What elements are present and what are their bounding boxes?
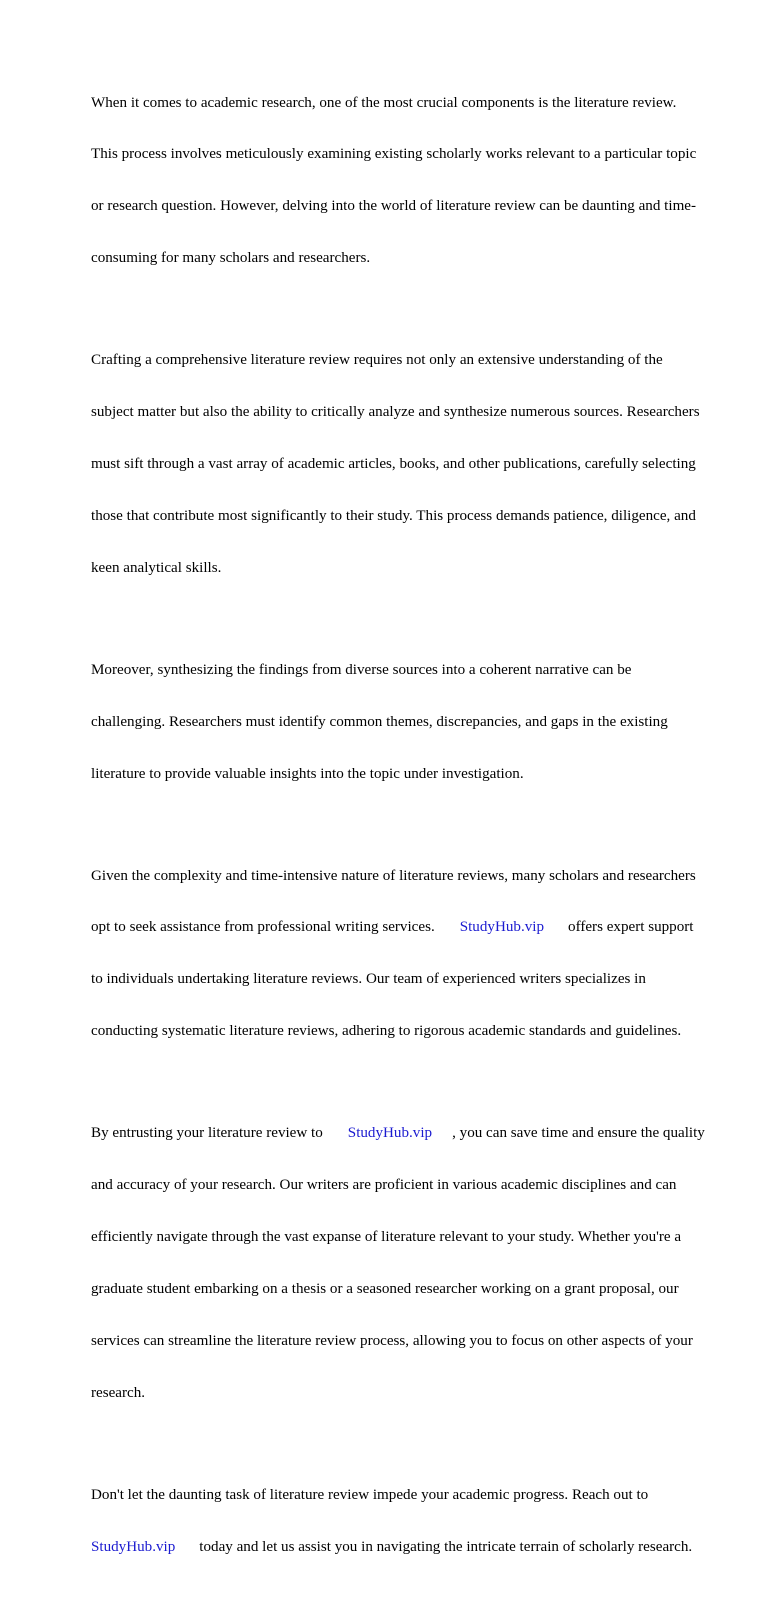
paragraph-2-line-4: those that contribute most significantly to their study. This process demands patience, diligence, and [91, 507, 696, 524]
paragraph-4-line-2-text-before: opt to seek assistance from professional writing services. [91, 919, 435, 936]
paragraph-1-line-3: or research question. However, delving into the world of literature review can be daunting and time- [91, 198, 697, 215]
paragraph-6-line-2-text-after: today and let us assist you in navigating the intricate terrain of scholarly research. [199, 1538, 693, 1555]
paragraph-2-line-2: subject matter but also the ability to critically analyze and synthesize numerous sources. Researchers [91, 404, 700, 421]
paragraph-5-line-1-text-before: By entrusting your literature review to [91, 1125, 323, 1142]
paragraph-2-line-3: must sift through a vast array of academic articles, books, and other publications, carefully selecting [91, 456, 696, 473]
paragraph-3-line-1: Moreover, synthesizing the findings from diverse sources into a coherent narrative can be [91, 661, 632, 678]
document-body [91, 60, 723, 1606]
paragraph-1-line-2: This process involves meticulously examining existing scholarly works relevant to a particular topic [91, 146, 697, 163]
paragraph-2 [91, 318, 723, 612]
paragraph-6 [91, 1452, 723, 1590]
paragraph-4-line-1: Given the complexity and time-intensive nature of literature reviews, many scholars and researchers [91, 867, 696, 884]
paragraph-4 [91, 833, 723, 1075]
paragraph-5-line-3: efficiently navigate through the vast expanse of literature relevant to your study. Whether you're a [91, 1229, 682, 1245]
paragraph-2-line-1: Crafting a comprehensive literature review requires not only an extensive understanding of the [91, 352, 663, 369]
paragraph-5-line-1 [91, 1125, 723, 1142]
paragraph-3-line-2: challenging. Researchers must identify common themes, discrepancies, and gaps in the existing [91, 713, 668, 730]
paragraph-1-line-1: When it comes to academic research, one of the most crucial components is the literature review. [91, 94, 677, 111]
paragraph-3-line-3: literature to provide valuable insights into the topic under investigation. [91, 765, 524, 782]
studyhub-link[interactable]: StudyHub.vip [459, 919, 545, 936]
paragraph-3 [91, 627, 723, 817]
paragraph-5-line-5: services can streamline the literature review process, allowing you to focus on other aspects of your [91, 1332, 693, 1349]
paragraph-5-line-4: graduate student embarking on a thesis or a seasoned researcher working on a grant proposal, our [91, 1280, 679, 1297]
paragraph-5-line-1-text-after: , you can save time and ensure the quality [452, 1125, 705, 1142]
studyhub-link[interactable]: StudyHub.vip [91, 1538, 176, 1555]
paragraph-6-line-1: Don't let the daunting task of literature review impede your academic progress. Reach out to [91, 1486, 649, 1503]
paragraph-4-line-3: to individuals undertaking literature reviews. Our team of experienced writers specializes in [91, 971, 646, 988]
paragraph-5 [91, 1091, 723, 1437]
paragraph-5-line-6: research. [91, 1384, 146, 1401]
paragraph-6-line-2 [91, 1539, 723, 1556]
paragraph-4-line-2 [91, 919, 723, 936]
paragraph-4-line-2-text-after: offers expert support [568, 919, 694, 936]
studyhub-link[interactable]: StudyHub.vip [347, 1125, 433, 1142]
paragraph-5-line-2: and accuracy of your research. Our writers are proficient in various academic disciplines and can [91, 1177, 677, 1194]
paragraph-4-line-4: conducting systematic literature reviews, adhering to rigorous academic standards and guidelines. [91, 1023, 682, 1040]
paragraph-1-line-4: consuming for many scholars and researchers. [91, 250, 371, 267]
paragraph-1 [91, 60, 723, 302]
paragraph-2-line-5: keen analytical skills. [91, 559, 222, 576]
